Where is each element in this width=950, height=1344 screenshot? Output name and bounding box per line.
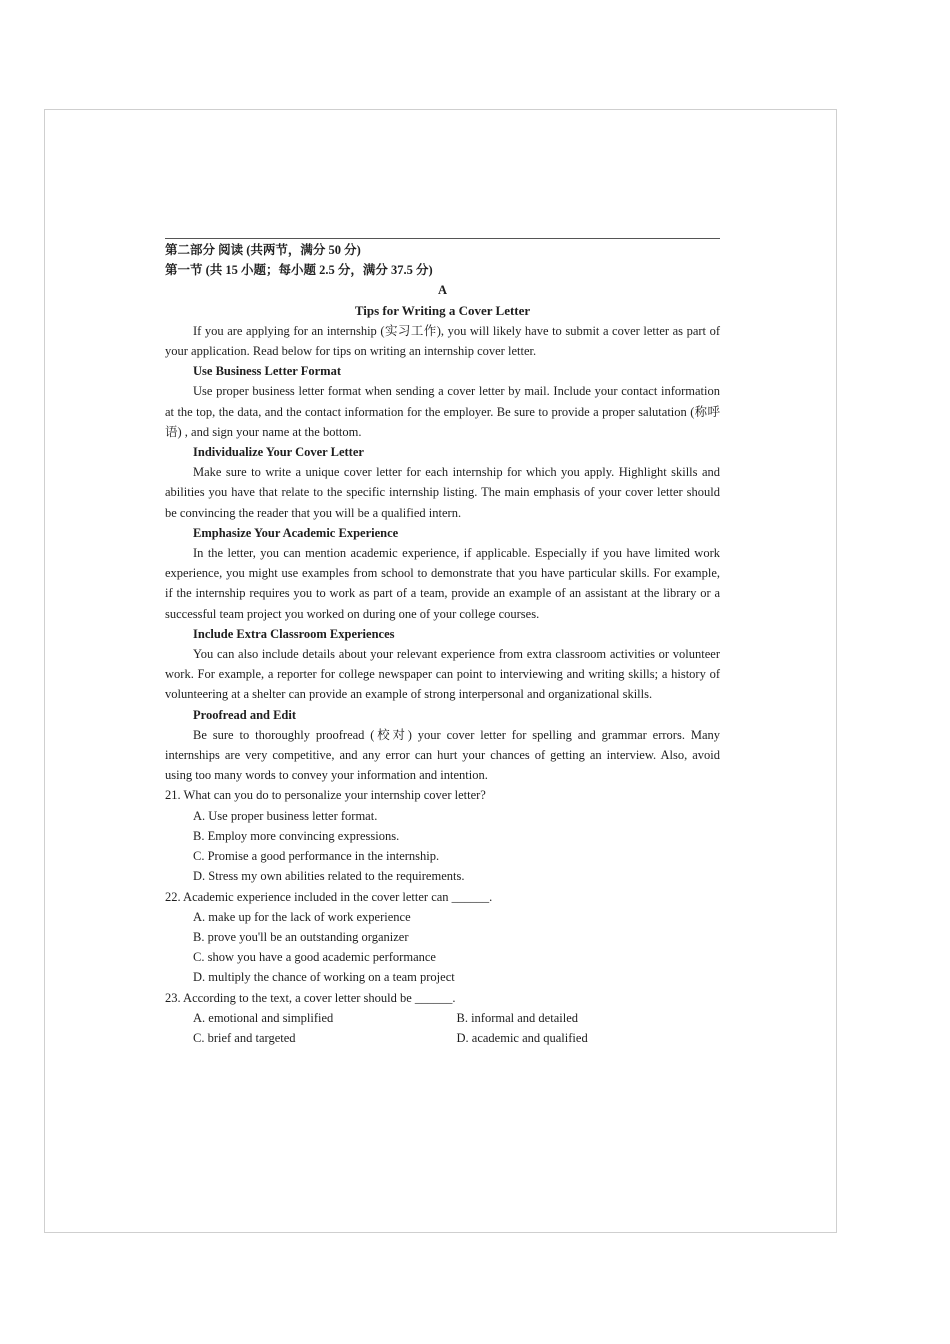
section-body-academic: In the letter, you can mention academic experience, if applicable. Especially if you have limited work experience, you might use examples from school to demonstrate that you have particular skills. For example, if the internship requires you to work as part of a team, provide an example of an assistant at the library or a successful team project you worked on during one of your college courses. [165,546,720,621]
exam-content [165,238,720,1048]
question-22-option-c[interactable]: C. show you have a good academic performance [193,950,436,965]
question-21-option-a[interactable]: A. Use proper business letter format. [193,808,378,823]
question-23-options-row-1 [165,1008,720,1028]
section-heading-academic: Emphasize Your Academic Experience [193,525,399,540]
question-21-option-b[interactable]: B. Employ more convincing expressions. [193,828,400,843]
question-21-option-c[interactable]: C. Promise a good performance in the internship. [193,849,440,864]
question-21-stem: 21. What can you do to personalize your internship cover letter? [165,788,486,803]
question-23-option-a[interactable]: A. emotional and simplified [193,1010,334,1025]
question-23-option-b[interactable]: B. informal and detailed [456,1010,578,1025]
header-rule [165,238,720,239]
section-heading-individualize: Individualize Your Cover Letter [193,445,364,460]
section-heading-extra: Include Extra Classroom Experiences [193,626,395,641]
question-22-option-d[interactable]: D. multiply the chance of working on a team project [193,970,455,985]
section-heading-proofread: Proofread and Edit [193,707,297,722]
question-23-options-row-2 [165,1028,720,1048]
question-23-option-d[interactable]: D. academic and qualified [456,1030,588,1045]
section-heading-format: Use Business Letter Format [193,364,342,379]
passage-letter: A [437,283,448,298]
question-22-option-b[interactable]: B. prove you'll be an outstanding organizer [193,929,409,944]
question-22-stem: 22. Academic experience included in the cover letter can ______. [165,889,493,904]
question-21-option-d[interactable]: D. Stress my own abilities related to the requirements. [193,869,465,884]
section-body-individualize: Make sure to write a unique cover letter for each internship for which you apply. Highlight skills and abilities you have that relate to the specific internship listing. The main emphasis of your cover letter should be convincing the reader that you will be a qualified intern. [165,465,720,520]
section-body-proofread: Be sure to thoroughly proofread (校对) your cover letter for spelling and grammar errors. Many internships are very competitive, and any error can hurt your chances of getting an interview. Also, avoid using too many words to convey your information and intention. [165,727,720,783]
question-23-stem: 23. According to the text, a cover letter should be ______. [165,990,456,1005]
question-23-option-c[interactable]: C. brief and targeted [193,1030,296,1045]
passage-title: Tips for Writing a Cover Letter [354,302,531,318]
passage-intro: If you are applying for an internship (实习工作), you will likely have to submit a cover letter as part of your application. Read below for tips on writing an internship cover letter. [165,323,720,359]
question-22-option-a[interactable]: A. make up for the lack of work experience [193,909,411,924]
section-body-format: Use proper business letter format when sending a cover letter by mail. Include your contact information at the top, the data, and the contact information for the employer. Be sure to provide a proper salutation (称呼语) , and sign your name at the bottom. [165,384,720,439]
section-body-extra: You can also include details about your relevant experience from extra classroom activities or volunteer work. For example, a reporter for college newspaper can point to interviewing and writing skills; a history of volunteering at a shelter can provide an example of strong interpersonal and organizational skills. [165,647,720,702]
part-heading: 第二部分 阅读 (共两节，满分 50 分) [165,243,361,257]
section-heading: 第一节 (共 15 小题；每小题 2.5 分，满分 37.5 分) [165,263,433,278]
